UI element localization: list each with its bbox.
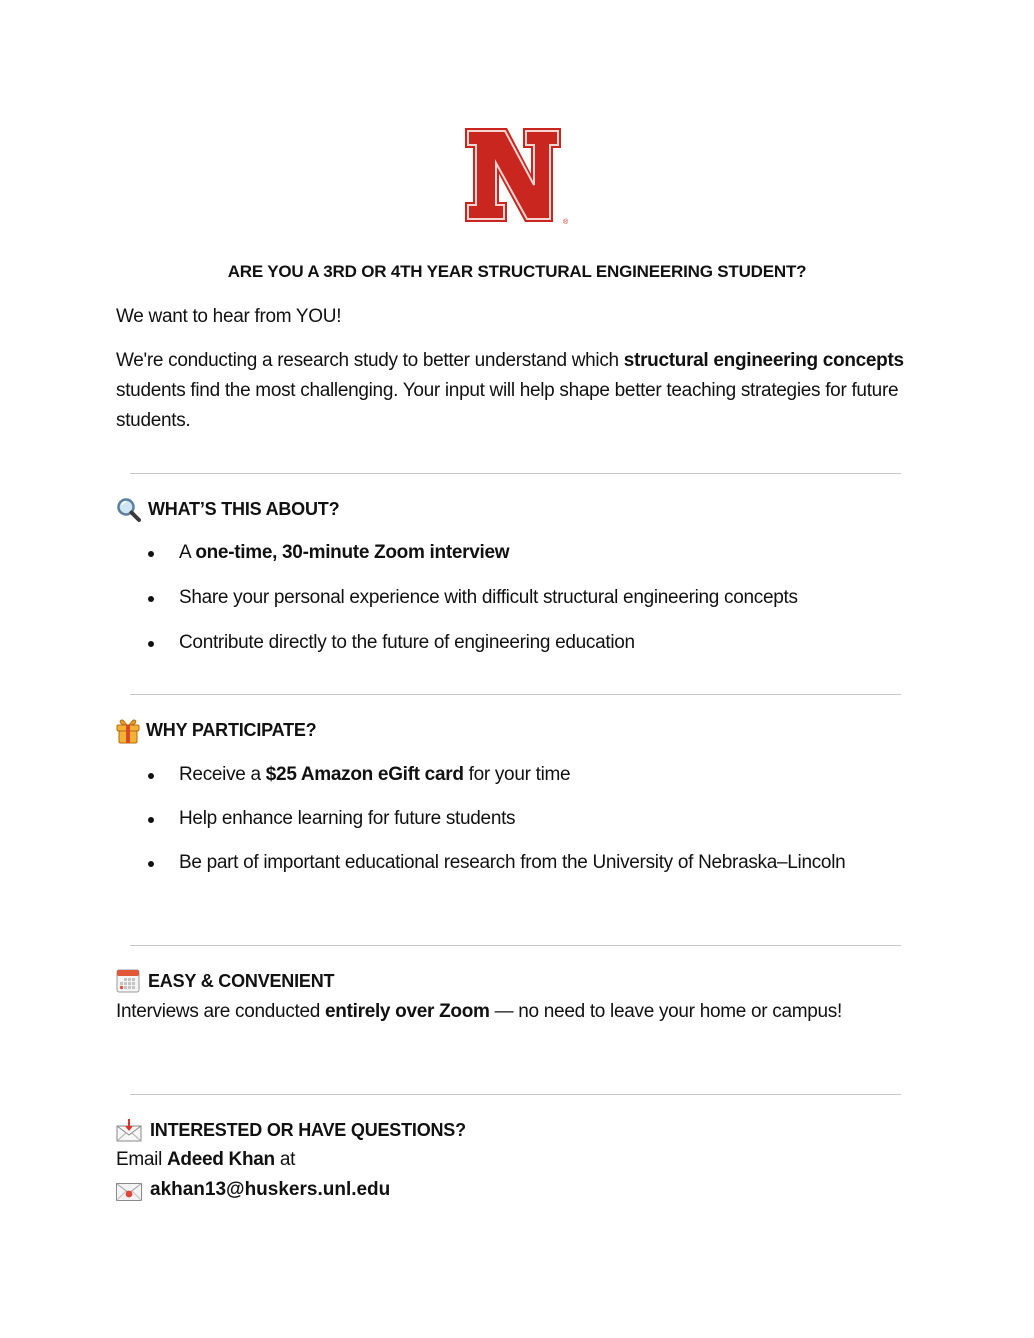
envelope-icon bbox=[116, 1181, 142, 1199]
list-item: Share your personal experience with difficult structural engineering concepts bbox=[146, 583, 906, 613]
divider bbox=[130, 473, 901, 474]
intro-text-2: students find the most challenging. Your input will help shape better teaching strategies for future students. bbox=[116, 380, 899, 431]
magnifying-glass-icon bbox=[116, 497, 140, 521]
list-item: A one-time, 30-minute Zoom interview bbox=[146, 538, 906, 568]
why-list bbox=[146, 760, 906, 878]
bullet-icon bbox=[148, 596, 154, 602]
bullet-icon bbox=[148, 817, 154, 823]
intro-line: We want to hear from YOU! bbox=[116, 306, 342, 327]
registered-mark: ® bbox=[563, 219, 569, 226]
bullet-icon bbox=[148, 773, 154, 779]
easy-paragraph: Interviews are conducted entirely over Zoom — no need to leave your home or campus! bbox=[116, 1001, 842, 1022]
section-heading-about bbox=[116, 496, 339, 522]
section-heading-about-text: WHAT’S THIS ABOUT? bbox=[148, 499, 340, 519]
nebraska-n-logo-icon bbox=[463, 126, 569, 226]
section-heading-contact-text: INTERESTED OR HAVE QUESTIONS? bbox=[150, 1120, 466, 1140]
contact-name: Adeed Khan bbox=[167, 1149, 275, 1170]
section-heading-easy-text: EASY & CONVENIENT bbox=[148, 971, 335, 991]
intro-text-bold: structural engineering concepts bbox=[623, 350, 904, 371]
list-item: Receive a $25 Amazon eGift card for your time bbox=[146, 760, 906, 790]
page-title: ARE YOU A 3RD OR 4TH YEAR STRUCTURAL ENGINEERING STUDENT? bbox=[227, 262, 807, 281]
list-item: Contribute directly to the future of engineering education bbox=[146, 628, 906, 658]
section-heading-contact bbox=[116, 1117, 466, 1143]
envelope-arrow-icon bbox=[116, 1118, 142, 1142]
section-heading-why-text: WHY PARTICIPATE? bbox=[146, 720, 317, 740]
bullet-icon bbox=[148, 861, 154, 867]
list-item: Be part of important educational research from the University of Nebraska–Lincoln bbox=[146, 848, 879, 878]
about-list bbox=[146, 538, 906, 658]
bullet-icon bbox=[148, 641, 154, 647]
bullet-icon bbox=[148, 551, 154, 557]
list-item: Help enhance learning for future students bbox=[146, 804, 906, 834]
email-link[interactable]: akhan13@huskers.unl.edu bbox=[150, 1179, 391, 1200]
gift-icon bbox=[116, 718, 138, 742]
calendar-icon bbox=[116, 969, 140, 993]
intro-paragraph bbox=[116, 346, 916, 436]
university-logo bbox=[463, 126, 569, 226]
divider bbox=[130, 1094, 901, 1095]
intro-text-1: We're conducting a research study to better understand which bbox=[116, 350, 624, 371]
email-row bbox=[116, 1175, 390, 1205]
section-heading-easy bbox=[116, 968, 334, 994]
section-heading-why bbox=[116, 717, 316, 743]
divider bbox=[130, 694, 901, 695]
contact-line: Email Adeed Khan at bbox=[116, 1149, 296, 1170]
divider bbox=[130, 945, 901, 946]
